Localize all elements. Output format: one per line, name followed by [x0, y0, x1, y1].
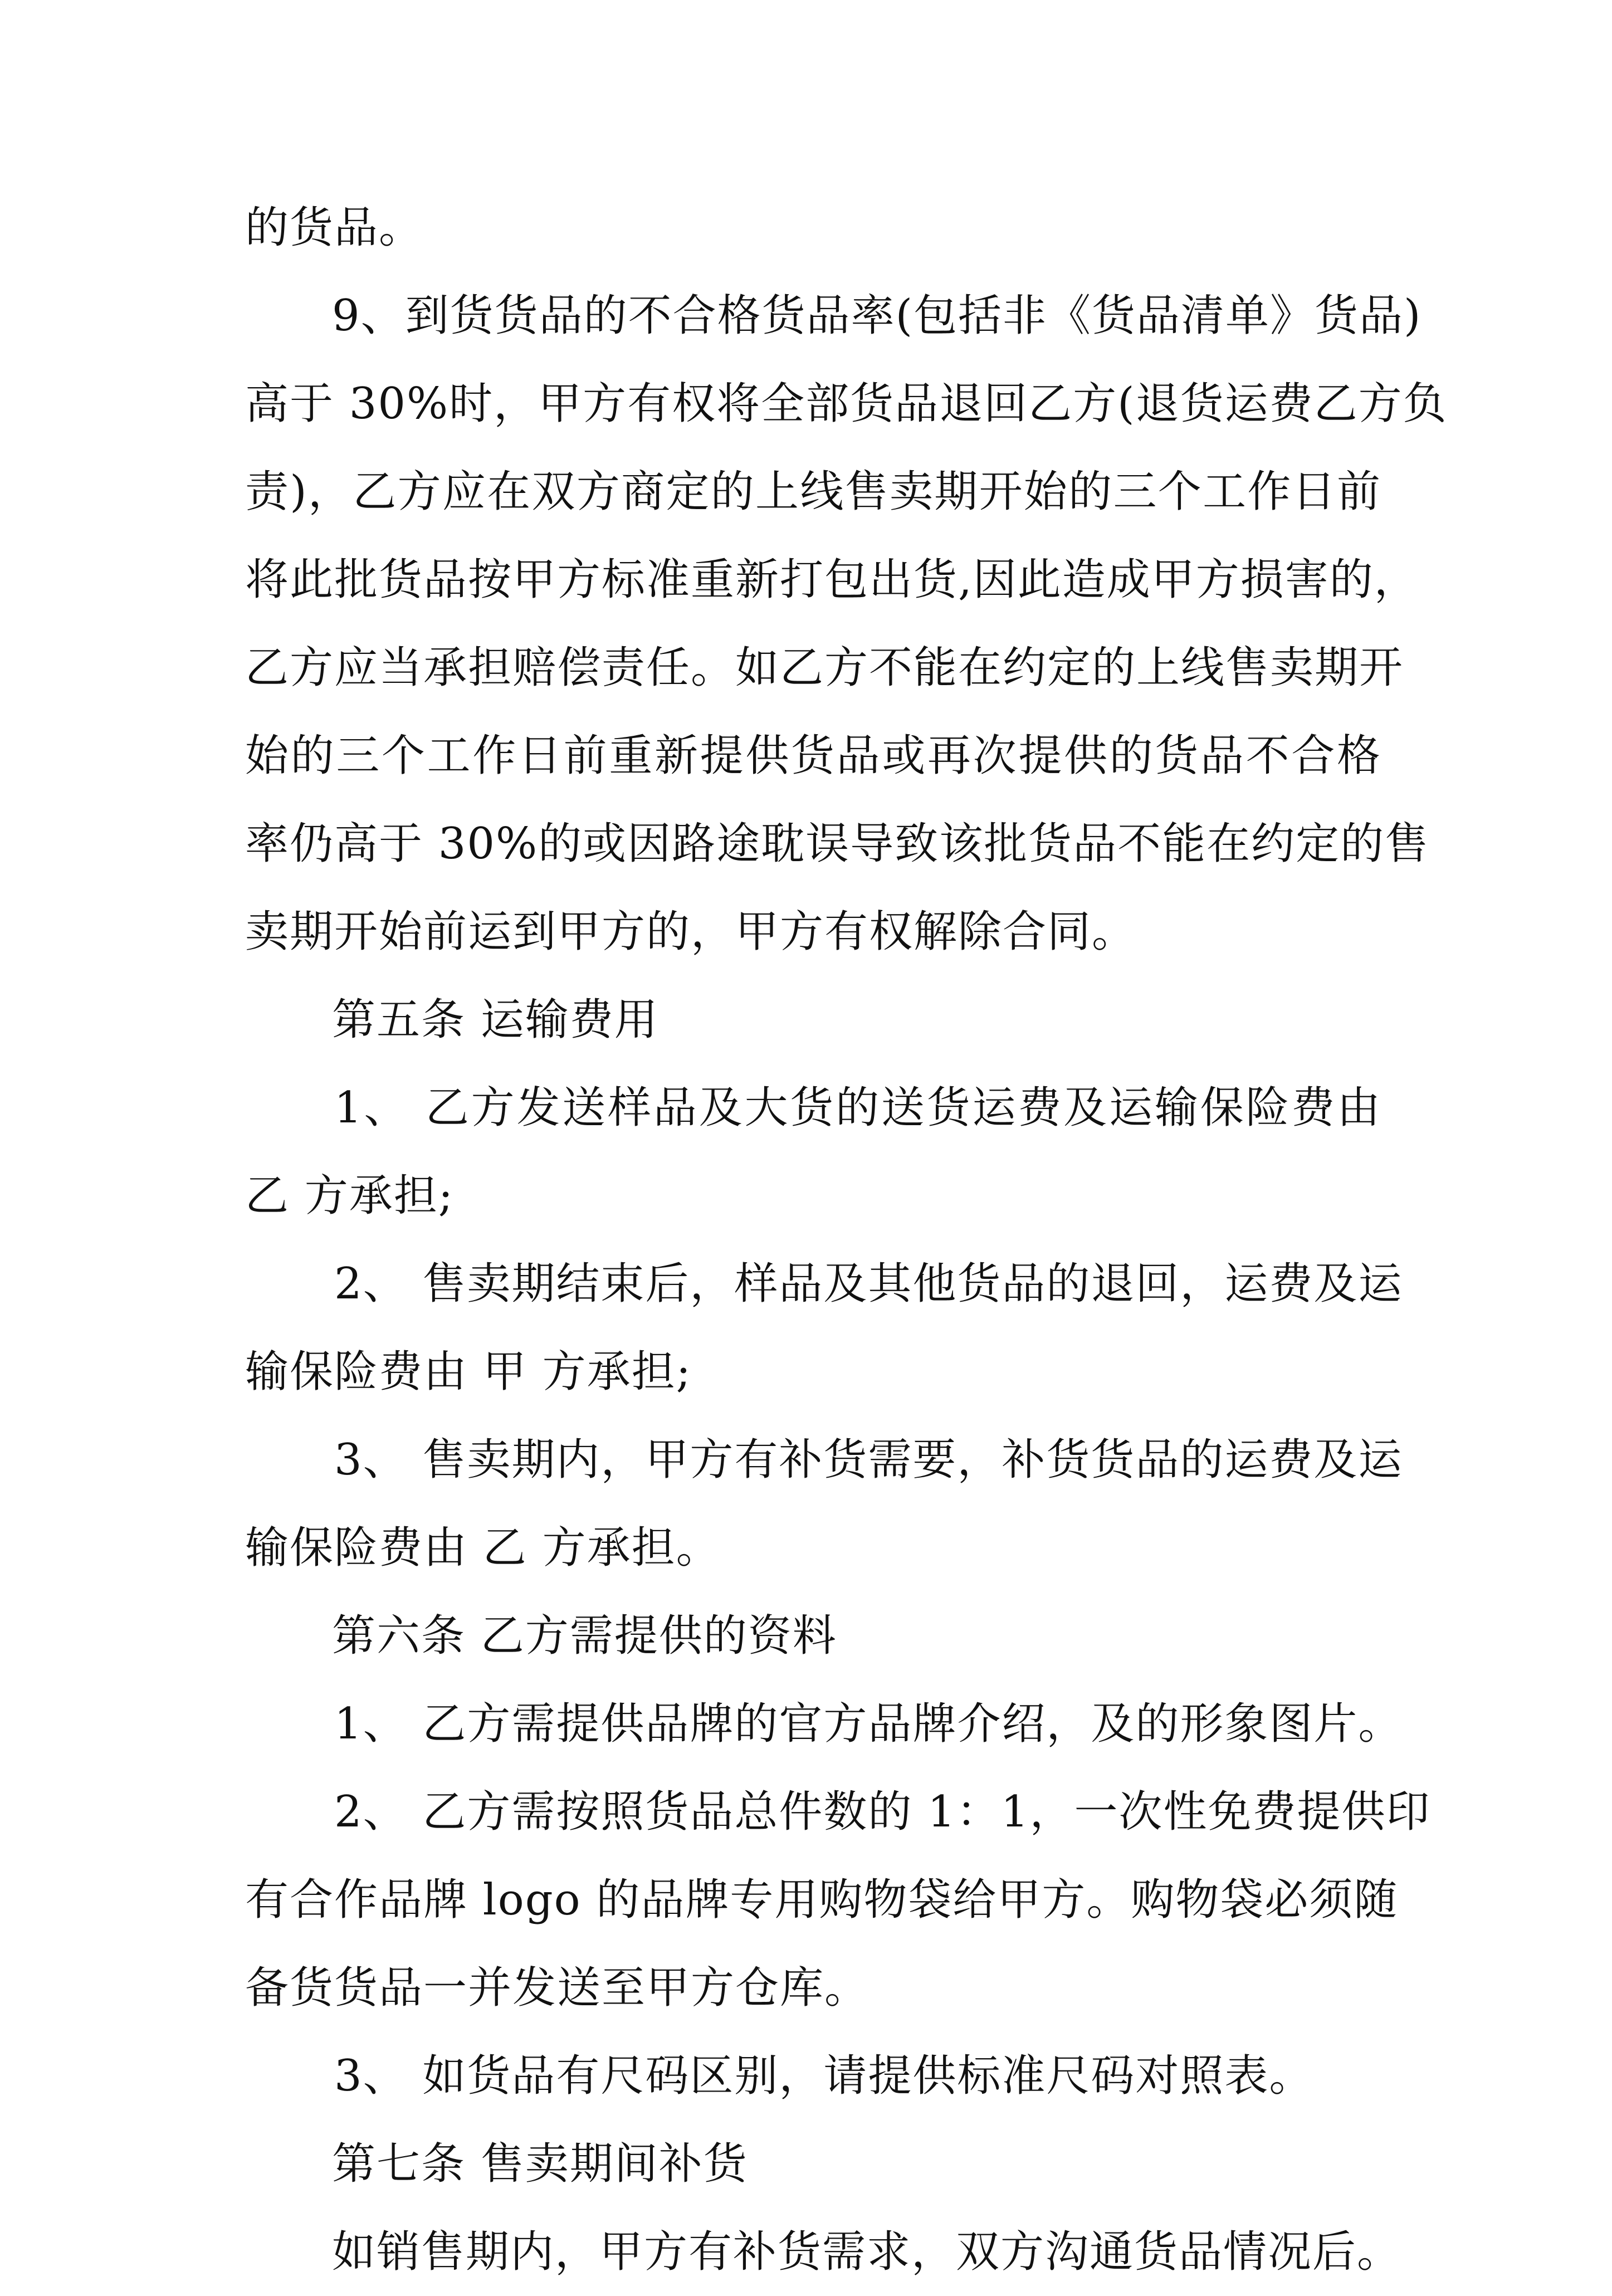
text-line: 始的三个工作日前重新提供货品或再次提供的货品不合格 [245, 731, 1381, 781]
section-heading: 第七条 售卖期间补货 [332, 2139, 748, 2189]
text-line: 乙 方承担; [245, 1171, 455, 1221]
text-line: 9、到货货品的不合格货品率(包括非《货品清单》货品) [332, 291, 1422, 341]
text-line: 责)，乙方应在双方商定的上线售卖期开始的三个工作日前 [245, 467, 1381, 517]
section-heading: 第六条 乙方需提供的资料 [332, 1611, 837, 1661]
text-line: 的货品。 [245, 203, 424, 253]
text-line: 乙方应当承担赔偿责任。如乙方不能在约定的上线售卖期开 [245, 643, 1404, 693]
text-line: 有合作品牌 logo 的品牌专用购物袋给甲方。购物袋必须随 [245, 1875, 1399, 1925]
text-line: 3、 售卖期内，甲方有补货需要，补货货品的运费及运 [334, 1435, 1403, 1485]
text-line: 2、 乙方需按照货品总件数的 1：1，一次性免费提供印 [334, 1787, 1431, 1837]
text-line: 3、 如货品有尺码区别，请提供标准尺码对照表。 [334, 2051, 1314, 2101]
text-line: 高于 30%时，甲方有权将全部货品退回乙方(退货运费乙方负 [245, 379, 1448, 429]
text-line: 将此批货品按甲方标准重新打包出货,因此造成甲方损害的， [245, 555, 1419, 605]
section-heading: 第五条 运输费用 [332, 995, 659, 1045]
text-line: 1、 乙方发送样品及大货的送货运费及运输保险费由 [334, 1083, 1381, 1133]
document-body [245, 184, 1448, 2296]
text-line: 输保险费由 甲 方承担; [245, 1347, 692, 1397]
text-line: 输保险费由 乙 方承担。 [245, 1523, 721, 1573]
text-line: 卖期开始前运到甲方的，甲方有权解除合同。 [245, 907, 1137, 957]
text-line: 2、 售卖期结束后，样品及其他货品的退回，运费及运 [334, 1259, 1403, 1309]
text-line: 如销售期内，甲方有补货需求，双方沟通货品情况后。 [332, 2227, 1402, 2277]
text-line: 备货货品一并发送至甲方仓库。 [245, 1963, 869, 2013]
text-line: 1、 乙方需提供品牌的官方品牌介绍，及的形象图片。 [334, 1699, 1403, 1749]
text-line: 率仍高于 30%的或因路途耽误导致该批货品不能在约定的售 [245, 819, 1430, 869]
